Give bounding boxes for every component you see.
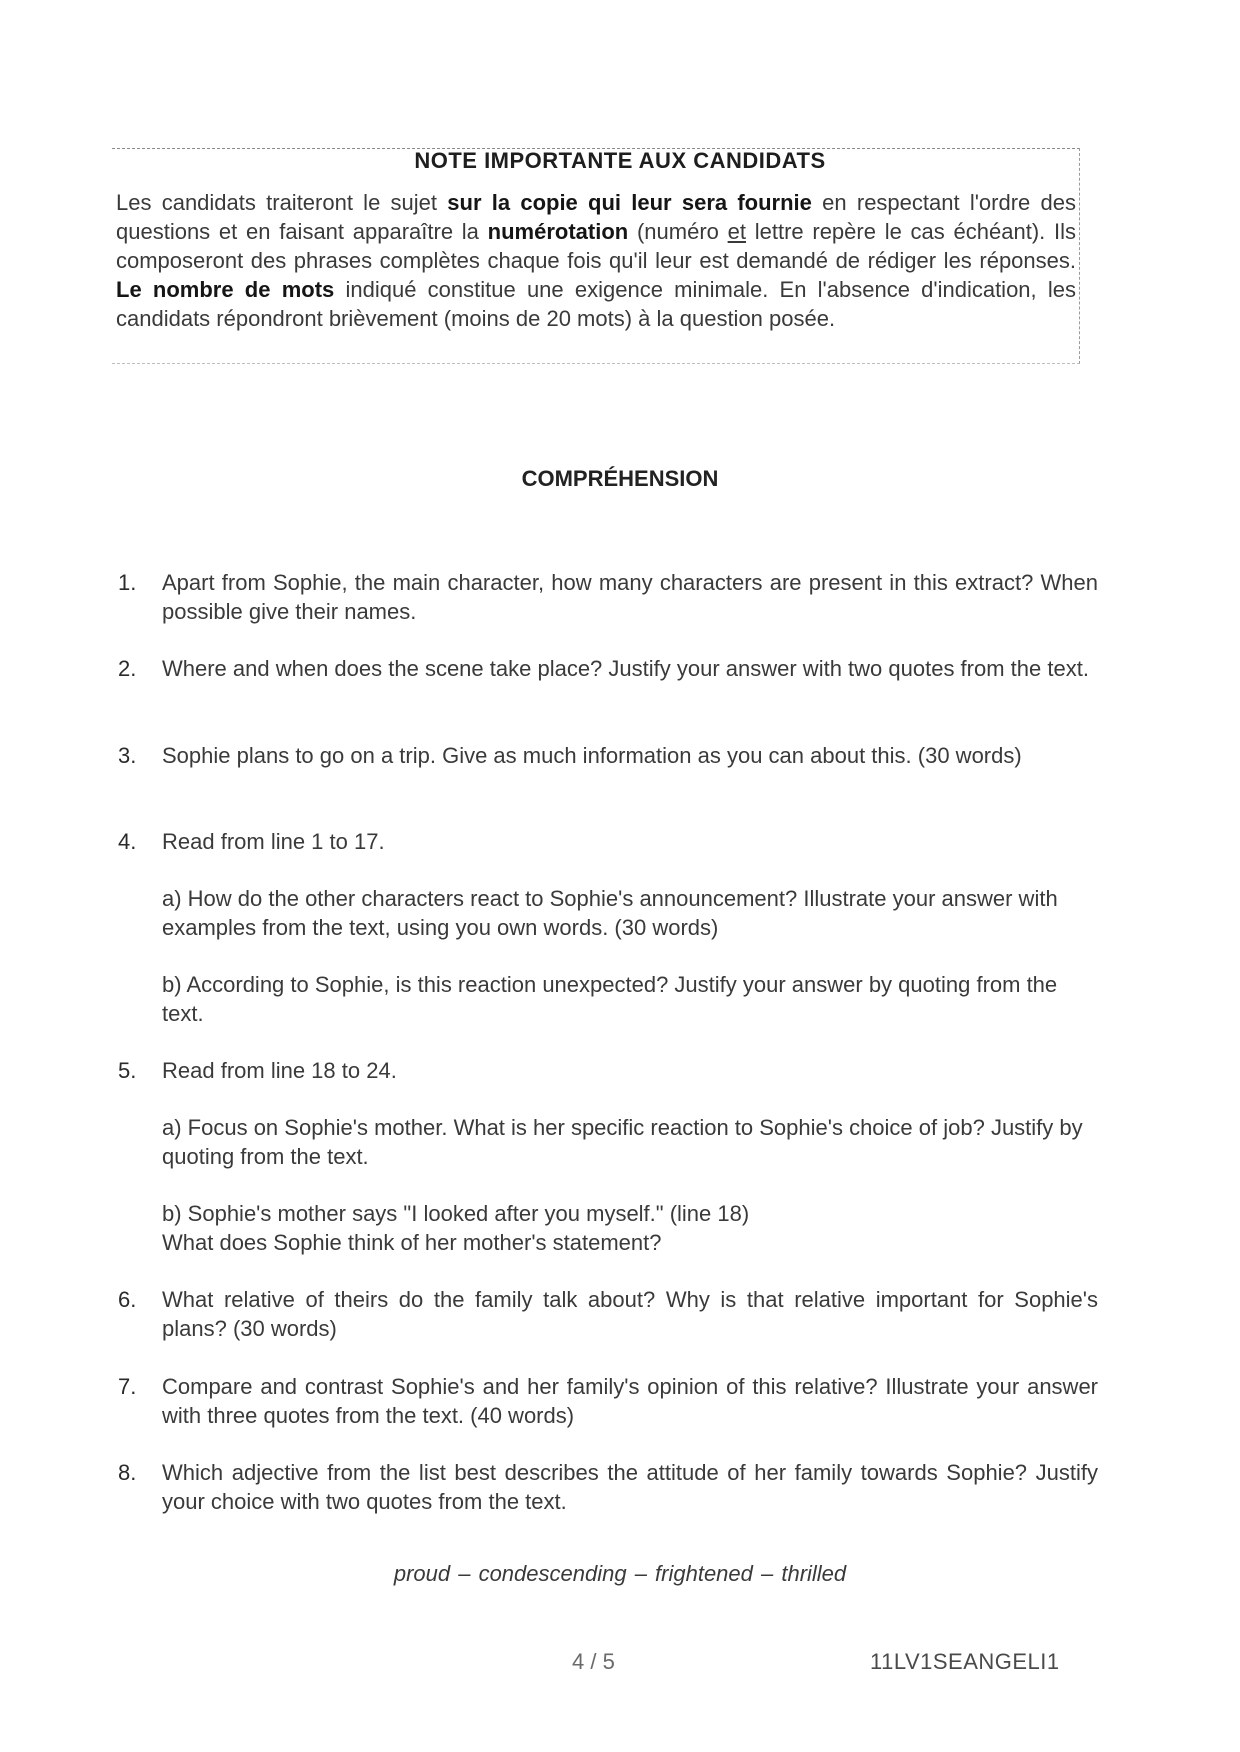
question-3 [118,741,1098,770]
question-text: What relative of theirs do the family talk about? Why is that relative important for Sophie's plans? (30 words) [162,1287,1098,1341]
note-bold-copie: sur la copie qui leur sera fournie [447,190,812,215]
page-number: 4 / 5 [572,1649,615,1674]
question-6 [118,1285,1098,1343]
question-text: Read from line 1 to 17. [162,829,385,854]
question-5b-line1: b) Sophie's mother says "I looked after you myself." (line 18) [162,1201,750,1226]
question-number: 6. [118,1287,137,1312]
section-title: COMPRÉHENSION [521,466,719,491]
question-2 [118,654,1098,683]
question-number: 5. [118,1058,137,1083]
question-5 [118,1056,1098,1085]
question-number: 3. [118,743,137,768]
note-body: Les candidats traiteront le sujet sur la copie qui leur sera fournie en respectant l'ordre des questions et en faisant apparaître la numérotation (numéro et lettre repère le cas échéant). Ils composeront des phrases complètes chaque fois qu'il leur est demandé de rédiger les réponses. Le nombre de mots indiqué constitue une exigence minimale. En l'absence d'indication, les candidats répondront brièvement (moins de 20 mots) à la question posée. [116,190,1077,331]
question-text: Where and when does the scene take place? Justify your answer with two quotes from the text. [162,656,1089,681]
note-bold-nombre-mots: Le nombre de mots [116,277,335,302]
question-number: 8. [118,1460,137,1485]
question-4 [118,827,1098,856]
question-number: 4. [118,829,137,854]
note-title: NOTE IMPORTANTE AUX CANDIDATS [414,148,826,173]
question-4a: a) How do the other characters react to Sophie's announcement? Illustrate your answer with examples from the text, using you own words. (30 words) [162,886,1058,940]
question-text: Compare and contrast Sophie's and her family's opinion of this relative? Illustrate your answer with three quotes from the text. (40 words) [162,1374,1098,1428]
question-5b [162,1199,1098,1257]
question-7 [118,1372,1098,1430]
question-text: Sophie plans to go on a trip. Give as much information as you can about this. (30 words) [162,743,1022,768]
question-number: 2. [118,656,137,681]
question-1 [118,568,1098,626]
document-code: 11LV1SEANGELI1 [870,1649,1060,1674]
question-5b-line2: What does Sophie think of her mother's statement? [162,1230,662,1255]
question-number: 1. [118,570,137,595]
question-8 [118,1458,1098,1516]
question-text: Apart from Sophie, the main character, how many characters are present in this extract? When possible give their names. [162,570,1098,624]
note-bold-numerotation: numérotation [487,219,629,244]
question-5a: a) Focus on Sophie's mother. What is her specific reaction to Sophie's choice of job? Justify by quoting from the text. [162,1115,1083,1169]
note-underline-et: et [727,219,746,244]
question-text: Read from line 18 to 24. [162,1058,397,1083]
adjective-list: proud – condescending – frightened – thrilled [393,1561,847,1586]
question-4b: b) According to Sophie, is this reaction unexpected? Justify your answer by quoting from the text. [162,972,1058,1026]
question-text: Which adjective from the list best describes the attitude of her family towards Sophie? Justify your choice with two quotes from the text. [162,1460,1098,1514]
question-number: 7. [118,1374,137,1399]
